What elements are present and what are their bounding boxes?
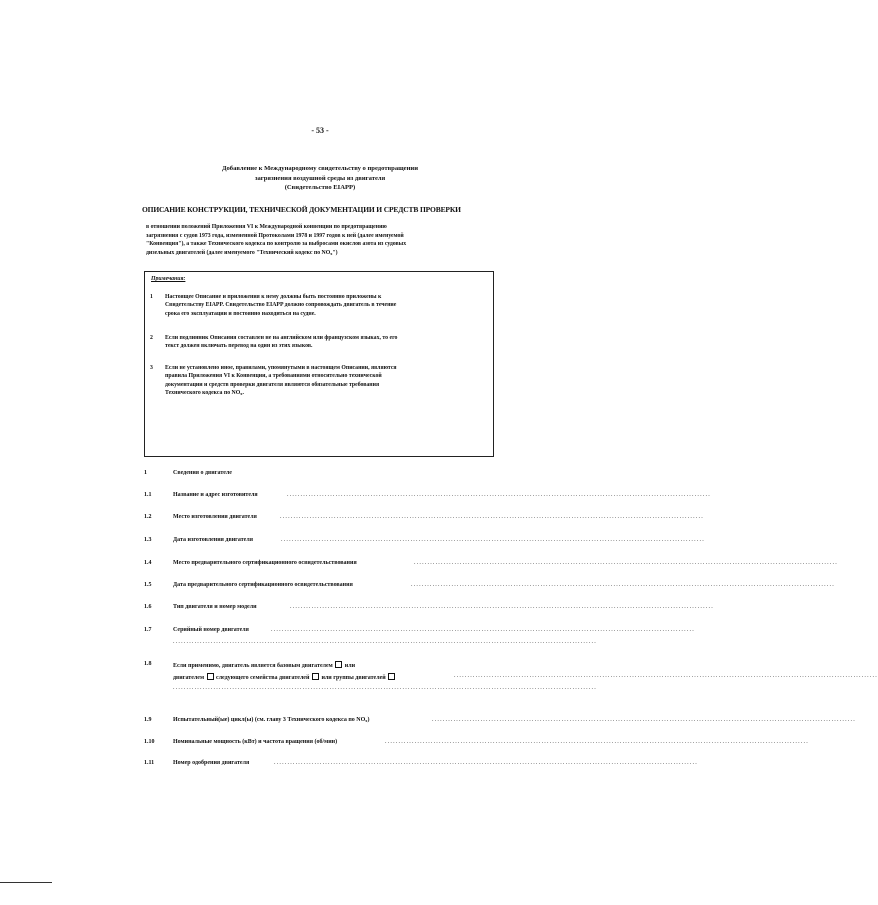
note-line: документации и средств проверки двигателя являются обязательные требования: [165, 381, 380, 388]
document-heading: [170, 164, 470, 193]
note-line: правила Приложения VI к Конвенции, а требованиями относительно технической: [165, 373, 382, 380]
intro-line-4: дизельных двигателей (далее именуемого "Технический кодекс по $NO_x$"): [146, 249, 338, 256]
note-number: 2: [150, 335, 153, 341]
fill-field[interactable]: .............................................................................................................................................................: [414, 560, 838, 566]
item-label: Дата изготовления двигателя: [173, 537, 253, 543]
item-number: 1.4: [144, 560, 152, 566]
intro-line-3: "Конвенция"), а также Технического кодекса по контролю за выбросами окислов азота из судовых: [146, 241, 407, 248]
section-number: 1: [144, 470, 147, 476]
notes-title: Примечания:: [151, 276, 186, 282]
note-number: 1: [150, 294, 153, 300]
engine-group-checkbox[interactable]: [388, 673, 395, 680]
item-label: Дата предварительного сертификационного освидетельствования: [173, 582, 353, 588]
note-line: срока его эксплуатации и постоянно находиться на судне.: [165, 310, 316, 317]
note-line: Свидетельству EIAPP. Свидетельство EIAPP должно сопровождать двигатель в течение: [165, 302, 397, 309]
fill-field[interactable]: .............................................................................................................................................................: [287, 492, 711, 498]
heading-line-2: загрязнения воздушной среды из двигателя: [254, 174, 386, 182]
page-number: - 53 -: [311, 126, 329, 135]
parent-engine-checkbox[interactable]: [335, 661, 342, 668]
notes-box: [144, 271, 494, 457]
fill-field[interactable]: .............................................................................................................................................................: [281, 537, 705, 543]
item-number: 1.8: [144, 661, 152, 667]
intro-paragraph: [146, 223, 496, 258]
footer-rule: [0, 882, 52, 883]
item-number: 1.7: [144, 627, 152, 633]
item-label: Если применимо, двигатель является базовым двигателем или: [173, 663, 356, 669]
note-line: Если не установлено иное, правилами, упомянутыми в настоящем Описании, являются: [165, 365, 397, 371]
item-number: 1.5: [144, 582, 152, 588]
item-label: Серийный номер двигателя: [173, 627, 249, 633]
note-line: текст должен включать перевод на один из этих языков.: [165, 343, 313, 350]
item-label: Тип двигателя и номер модели: [173, 604, 257, 610]
note-line: Технического кодекса по $NO_x$.: [165, 390, 244, 397]
item-number: 1.9: [144, 717, 152, 723]
item-number: 1.10: [144, 739, 155, 745]
item-label: Испытательный(ые) цикл(ы) (см. главу 3 Технического кодекса по $NO_x$): [173, 717, 370, 723]
item-number: 1.1: [144, 492, 152, 498]
item-label: Место изготовления двигателя: [173, 514, 257, 520]
item-number: 1.2: [144, 514, 152, 520]
note-number: 3: [150, 365, 153, 371]
fill-field[interactable]: .............................................................................................................................................................: [173, 685, 597, 691]
fill-field[interactable]: .............................................................................................................................................................: [432, 717, 856, 723]
heading-line-1: Добавление к Международному свидетельству о предотвращении: [221, 165, 419, 172]
note-line: Если подлинник Описания составлен не на английском или французском языках, то его: [165, 335, 398, 341]
group-engine-checkbox[interactable]: [312, 673, 319, 680]
fill-field[interactable]: .............................................................................................................................................................: [274, 760, 698, 766]
item-number: 1.11: [144, 760, 155, 766]
fill-field[interactable]: .............................................................................................................................................................: [411, 582, 835, 588]
item-label: Название и адрес изготовителя: [173, 492, 258, 498]
fill-field[interactable]: .............................................................................................................................................................: [290, 604, 714, 610]
fill-field[interactable]: .............................................................................................................................................................: [280, 514, 704, 520]
item-label: Номинальные мощность (кВт) и частота вращения (об/мин): [173, 739, 338, 745]
intro-line-2: загрязнения с судов 1973 года, измененной Протоколами 1978 и 1997 годов к ней (далее именуемой: [146, 232, 404, 239]
fill-field[interactable]: .............................................................................................................................................................: [173, 639, 597, 645]
item-number: 1.3: [144, 537, 152, 543]
note-line: Настоящее Описание и приложения к нему должны быть постоянно приложены к: [165, 294, 382, 300]
fill-field[interactable]: .............................................................................................................................................................: [454, 673, 878, 679]
intro-line-1: в отношении положений Приложения VI к Международной конвенции по предотвращению: [146, 224, 387, 230]
heading-line-3: (Свидетельство EIAPP): [284, 184, 356, 191]
section-title: Сведения о двигателе: [173, 470, 232, 476]
main-title: ОПИСАНИЕ КОНСТРУКЦИИ, ТЕХНИЧЕСКОЙ ДОКУМЕНТАЦИИ И СРЕДСТВ ПРОВЕРКИ: [142, 205, 461, 214]
item-number: 1.6: [144, 604, 152, 610]
item-label-line-2: двигателем следующего семейства двигателей или группы двигателей: [173, 673, 396, 681]
fill-field[interactable]: .............................................................................................................................................................: [271, 627, 695, 633]
item-label: Место предварительного сертификационного освидетельствования: [173, 560, 357, 566]
family-engine-checkbox[interactable]: [207, 673, 214, 680]
fill-field[interactable]: .............................................................................................................................................................: [385, 739, 809, 745]
item-label: Номер одобрения двигателя: [173, 760, 250, 766]
